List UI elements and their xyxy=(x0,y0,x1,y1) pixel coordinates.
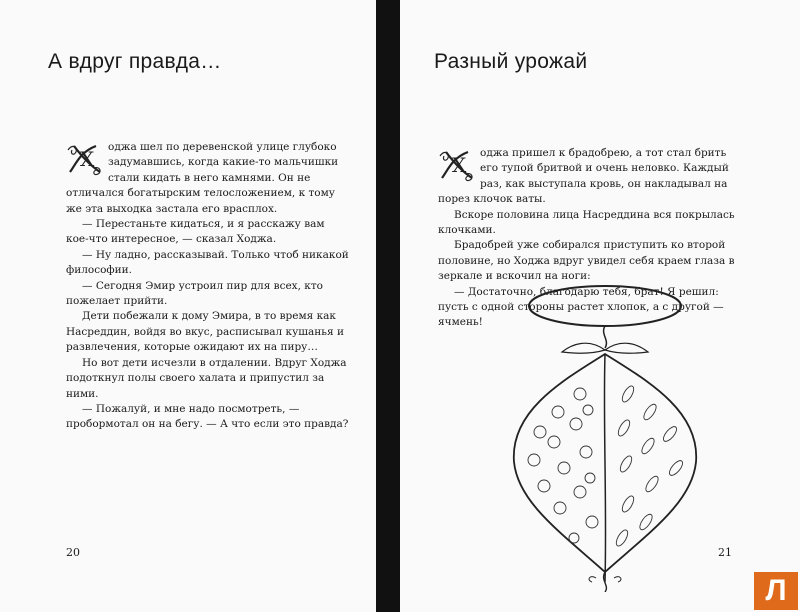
dropcap-letter: Х xyxy=(80,147,95,171)
page-number: 21 xyxy=(718,546,732,559)
paragraph: оджа шел по деревенской улице глубоко задумавшись, когда какие-то мальчишки стали кидать в него камнями. Он не отличался богатырским телосложением, к тому же эта выходка застала его врасплох. xyxy=(66,141,339,215)
watermark-logo xyxy=(754,572,798,610)
paragraph: Брадобрей уже собирался приступить ко второй половине, но Ходжа вдруг увидел себя краем глаза в зеркале и вскочил на ноги: xyxy=(438,239,735,283)
chapter-title: Разный урожай xyxy=(434,50,588,73)
paragraph: — Сегодня Эмир устроил пир для всех, кто пожелает прийти. xyxy=(66,279,323,308)
paragraph: — Достаточно, благодарю тебя, брат! Я решил: пусть с одной стороны растет хлопок, а с другой — ячмень! xyxy=(438,285,724,329)
left-page xyxy=(0,0,376,612)
paragraph: Вскоре половина лица Насреддина вся покрылась клочками. xyxy=(438,208,735,237)
dropcap-letter: Х xyxy=(452,153,467,177)
paragraph: — Пожалуй, и мне надо посмотреть, — пробормотал он на бегу. — А что если это правда? xyxy=(66,402,349,431)
book-gutter xyxy=(376,0,400,612)
dropcap-ornament xyxy=(66,142,104,176)
paragraph: оджа пришел к брадобрею, а тот стал брить его тупой бритвой и очень неловко. Каждый раз, как выступала кровь, он накладывал на порез клочок ваты. xyxy=(438,147,729,206)
paragraph: — Перестаньте кидаться, и я расскажу вам кое-что интересное, — сказал Ходжа. xyxy=(66,218,325,246)
story-text xyxy=(66,140,350,433)
chapter-title: А вдруг правда… xyxy=(48,50,222,73)
watermark-letter: Л xyxy=(765,574,787,607)
paragraph: Но вот дети исчезли в отдалении. Вдруг Ходжа подоткнул полы своего халата и припустил за ними. xyxy=(66,356,347,400)
paragraph: — Ну ладно, рассказывай. Только чтоб никакой философии. xyxy=(66,248,349,277)
paragraph: Дети побежали к дому Эмира, в то время как Насреддин, войдя во вкус, расписывал кушанья и развлечения, которые ожидают их на пиру… xyxy=(66,310,344,354)
right-page xyxy=(400,0,800,612)
dropcap-ornament xyxy=(438,148,476,182)
page-number: 20 xyxy=(66,546,80,559)
onion-cotton-barley-ornament xyxy=(500,282,710,592)
